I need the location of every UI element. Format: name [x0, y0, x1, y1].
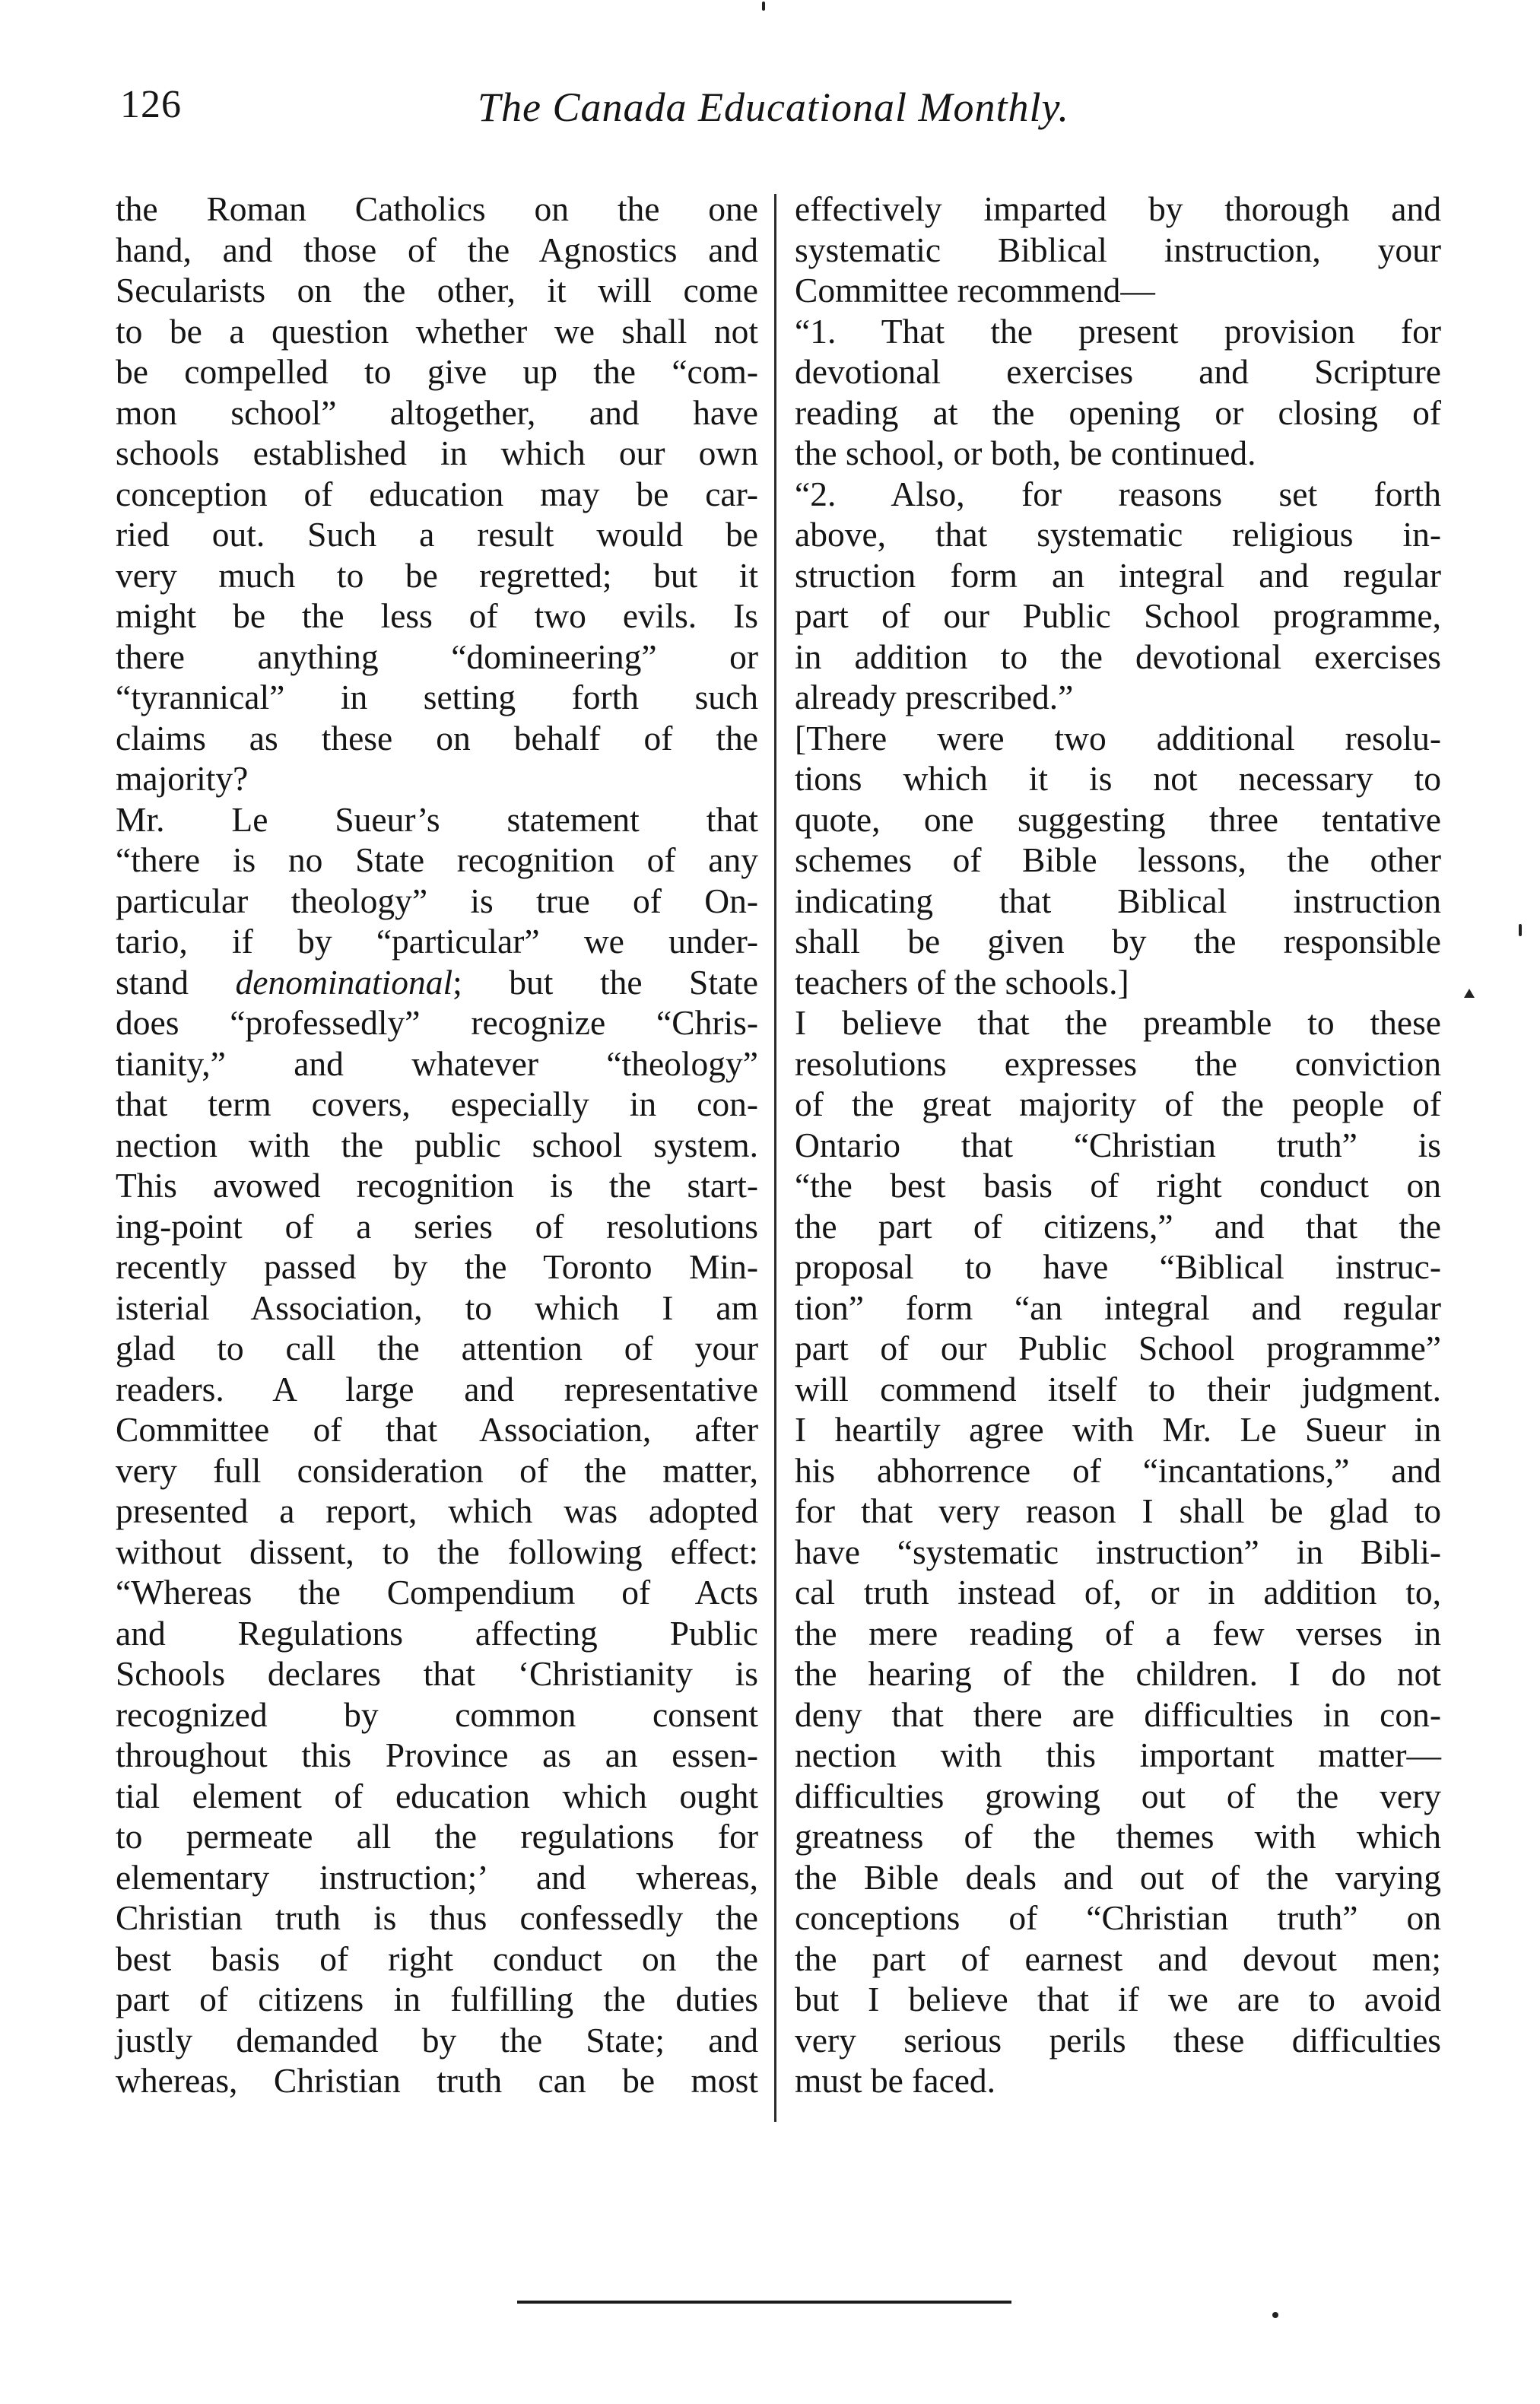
text-line: difficulties growing out of the very: [795, 1776, 1441, 1815]
text-line: “2. Also, for reasons set forth: [795, 474, 1441, 513]
text-line: struction form an integral and regular: [795, 555, 1441, 595]
text-line: tianity,” and whatever “theology”: [116, 1043, 758, 1083]
text-line: Schools declares that ‘Christianity is: [116, 1654, 758, 1693]
text-line: Ontario that “Christian truth” is: [795, 1125, 1441, 1164]
text-line: have “systematic instruction” in Bibli-: [795, 1532, 1441, 1571]
text-line: I heartily agree with Mr. Le Sueur in: [795, 1410, 1441, 1449]
text-line: effectively imparted by thorough and: [795, 189, 1441, 228]
text-line: his abhorrence of “incantations,” and: [795, 1450, 1441, 1490]
text-line: be compelled to give up the “com-: [116, 352, 758, 391]
text-line: of the great majority of the people of: [795, 1084, 1441, 1123]
text-line: presented a report, which was adopted: [116, 1491, 758, 1530]
text-line: devotional exercises and Scripture: [795, 352, 1441, 391]
text-line: tario, if by “particular” we under-: [116, 922, 758, 961]
text-line: “1. That the present provision for: [795, 311, 1441, 351]
text-line: the mere reading of a few verses in: [795, 1613, 1441, 1653]
text-line: must be faced.: [795, 2061, 996, 2100]
text-line: the part of citizens,” and that the: [795, 1206, 1441, 1246]
column-divider-rule: [774, 194, 776, 2122]
text-line: Committee recommend—: [795, 271, 1155, 310]
bottom-ink-dot: [1272, 2312, 1278, 2318]
top-ink-speck: [762, 2, 765, 11]
text-line: readers. A large and representative: [116, 1369, 758, 1408]
text-line: This avowed recognition is the start-: [116, 1166, 758, 1205]
margin-ink-speck: [1519, 924, 1522, 936]
text-line: throughout this Province as an essen-: [116, 1736, 758, 1774]
text-line: recognized by common consent: [116, 1694, 758, 1734]
text-line: the Bible deals and out of the varying: [795, 1857, 1441, 1897]
running-title: The Canada Educational Monthly.: [478, 84, 1069, 130]
text-line: without dissent, to the following effect:: [116, 1532, 758, 1571]
text-line: above, that systematic religious in-: [795, 515, 1441, 554]
text-line: tion” form “an integral and regular: [795, 1288, 1441, 1327]
left-text-column: [116, 189, 758, 2101]
text-line: very serious perils these difficulties: [795, 2020, 1441, 2059]
text-line: schools established in which our own: [116, 433, 758, 472]
text-line: to permeate all the regulations for: [116, 1817, 758, 1856]
text-line: to be a question whether we shall not: [116, 311, 758, 351]
text-line: for that very reason I shall be glad to: [795, 1491, 1441, 1530]
text-line: I believe that the preamble to these: [795, 1003, 1441, 1042]
text-line: recently passed by the Toronto Min-: [116, 1247, 758, 1286]
text-line: might be the less of two evils. Is: [116, 596, 758, 635]
text-line: Christian truth is thus confessedly the: [116, 1898, 758, 1937]
page-number: 126: [120, 83, 182, 126]
text-line: the part of earnest and devout men;: [795, 1939, 1441, 1978]
text-line: Secularists on the other, it will come: [116, 271, 758, 310]
text-line: cal truth instead of, or in addition to,: [795, 1573, 1441, 1612]
text-line: schemes of Bible lessons, the other: [795, 840, 1441, 879]
text-line: hand, and those of the Agnostics and: [116, 230, 758, 269]
text-line: reading at the opening or closing of: [795, 392, 1441, 432]
text-line: very full consideration of the matter,: [116, 1450, 758, 1490]
text-line: “tyrannical” in setting forth such: [116, 678, 758, 716]
text-line: conceptions of “Christian truth” on: [795, 1898, 1441, 1937]
text-line: [There were two additional resolu-: [795, 718, 1441, 757]
text-line: will commend itself to their judgment.: [795, 1369, 1441, 1408]
text-line: the hearing of the children. I do not: [795, 1654, 1441, 1693]
text-line: ried out. Such a result would be: [116, 515, 758, 554]
text-line: and Regulations affecting Public: [116, 1613, 758, 1653]
text-line: mon school” altogether, and have: [116, 392, 758, 432]
text-line: indicating that Biblical instruction: [795, 881, 1441, 920]
text-line: “the best basis of right conduct on: [795, 1166, 1441, 1205]
text-line: that term covers, especially in con-: [116, 1084, 758, 1123]
text-line: there anything “domineering” or: [116, 637, 758, 676]
text-line: the school, or both, be continued.: [795, 433, 1256, 472]
text-line: proposal to have “Biblical instruc-: [795, 1247, 1441, 1286]
text-line: nection with this important matter—: [795, 1736, 1441, 1774]
text-line: quote, one suggesting three tentative: [795, 799, 1441, 839]
text-line: does “professedly” recognize “Chris-: [116, 1003, 758, 1042]
text-line: stand denominational; but the State: [116, 962, 758, 1002]
text-line: resolutions expresses the conviction: [795, 1043, 1441, 1083]
text-line: elementary instruction;’ and whereas,: [116, 1857, 758, 1897]
text-line: systematic Biblical instruction, your: [795, 230, 1441, 269]
text-line: “Whereas the Compendium of Acts: [116, 1573, 758, 1612]
text-line: part of citizens in fulfilling the duties: [116, 1980, 758, 2018]
text-line: deny that there are difficulties in con-: [795, 1694, 1441, 1734]
text-line: tions which it is not necessary to: [795, 759, 1441, 798]
text-line: but I believe that if we are to avoid: [795, 1980, 1441, 2018]
text-line: already prescribed.”: [795, 678, 1074, 716]
end-of-article-rule: [517, 2301, 1011, 2304]
text-line: whereas, Christian truth can be most: [116, 2061, 758, 2100]
text-line: ing-point of a series of resolutions: [116, 1206, 758, 1246]
text-line: claims as these on behalf of the: [116, 718, 758, 757]
text-line: very much to be regretted; but it: [116, 555, 758, 595]
text-line: in addition to the devotional exercises: [795, 637, 1441, 676]
text-line: isterial Association, to which I am: [116, 1288, 758, 1327]
text-line: nection with the public school system.: [116, 1125, 758, 1164]
text-line: shall be given by the responsible: [795, 922, 1441, 961]
text-line: conception of education may be car-: [116, 474, 758, 513]
text-line: teachers of the schools.]: [795, 962, 1129, 1002]
text-line: majority?: [116, 759, 249, 798]
text-line: part of our Public School programme”: [795, 1329, 1441, 1367]
text-line: tial element of education which ought: [116, 1776, 758, 1815]
text-line: “there is no State recognition of any: [116, 840, 758, 879]
text-line: best basis of right conduct on the: [116, 1939, 758, 1978]
text-line: particular theology” is true of On-: [116, 881, 758, 920]
text-line: justly demanded by the State; and: [116, 2020, 758, 2059]
text-line: the Roman Catholics on the one: [116, 189, 758, 228]
page-header: [120, 82, 1428, 151]
text-line: Committee of that Association, after: [116, 1410, 758, 1449]
text-line: glad to call the attention of your: [116, 1329, 758, 1367]
right-text-column: [795, 189, 1441, 2101]
text-line: Mr. Le Sueur’s statement that: [116, 799, 758, 839]
text-line: part of our Public School programme,: [795, 596, 1441, 635]
margin-triangle-mark: [1464, 989, 1475, 998]
text-line: greatness of the themes with which: [795, 1817, 1441, 1856]
